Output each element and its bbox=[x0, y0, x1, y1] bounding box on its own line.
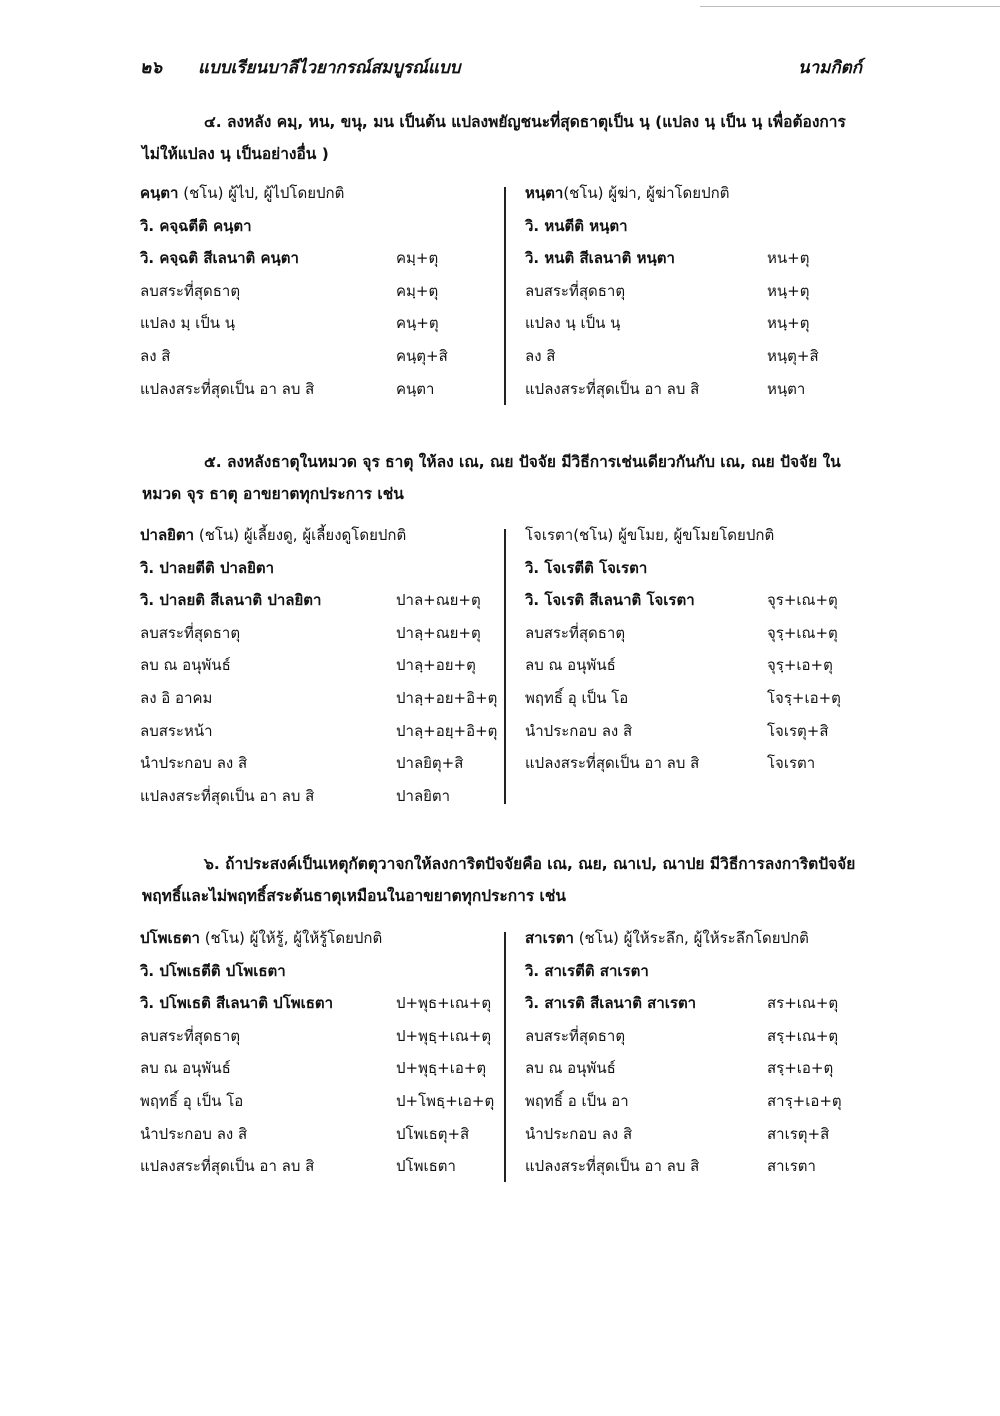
step-text: ลบสระที่สุดธาตุ bbox=[140, 281, 241, 300]
step-text: แปลงสระที่สุดเป็น อา ลบ สิ bbox=[525, 1157, 700, 1176]
vigraha-formula-row bbox=[140, 588, 510, 621]
formula: หนฺ+ตุ bbox=[767, 314, 810, 333]
derivation-step bbox=[140, 1154, 510, 1187]
step-text: ลบสระหน้า bbox=[140, 721, 213, 740]
example-headword bbox=[525, 523, 870, 556]
step-text: ลบ ณ อนุพันธ์ bbox=[525, 1059, 616, 1078]
step-text: ลบสระที่สุดธาตุ bbox=[525, 281, 626, 300]
formula: สรฺ+เอ+ตุ bbox=[767, 1059, 834, 1078]
derivation-step bbox=[525, 686, 870, 719]
step-text: พฤทธิ์ อุ เป็น โอ bbox=[140, 1091, 244, 1110]
formula: ปโพเธตุ+สิ bbox=[396, 1124, 470, 1143]
headword: คนฺตา bbox=[140, 184, 179, 202]
headword: สาเรตา bbox=[525, 929, 574, 947]
example-headword bbox=[525, 181, 870, 214]
step-text: พฤทธิ์ อุ เป็น โอ bbox=[525, 688, 629, 707]
step-text: ลบ ณ อนุพันธ์ bbox=[140, 656, 231, 675]
headword-gloss: (ชโน) ผู้ไป, ผู้ไปโดยปกติ bbox=[178, 184, 345, 202]
vigraha-sila: วิ. โจเรติ สีเลนาติ โจเรตา bbox=[525, 591, 695, 610]
vigraha-formula-row bbox=[525, 588, 870, 621]
example-headword bbox=[140, 926, 510, 959]
vigraha: วิ. หนตีติ หนฺตา bbox=[525, 216, 628, 235]
step-text: ลง อิ อาคม bbox=[140, 688, 213, 707]
formula: คนฺตุ+สิ bbox=[396, 346, 448, 365]
derivation-step bbox=[525, 621, 870, 654]
example-right bbox=[525, 181, 870, 409]
formula: ปาลฺ+อย+อิ+ตุ bbox=[396, 688, 498, 707]
derivation-step bbox=[140, 784, 510, 817]
page-header bbox=[140, 54, 862, 82]
vigraha-row bbox=[140, 556, 510, 589]
formula: ป+โพธฺ+เอ+ตุ bbox=[396, 1091, 495, 1110]
formula: โจเรตุ+สิ bbox=[767, 721, 829, 740]
headword: หนฺตา bbox=[525, 184, 564, 202]
vigraha: วิ. ปโพเธตีติ ปโพเธตา bbox=[140, 961, 286, 980]
formula: สรฺ+เณ+ตุ bbox=[767, 1026, 839, 1045]
derivation-step bbox=[525, 311, 870, 344]
formula: หน+ตุ bbox=[767, 249, 810, 268]
vigraha-formula-row bbox=[525, 991, 870, 1024]
top-rule bbox=[700, 6, 1000, 7]
headword-gloss: (ชโน) ผู้ขโมย, ผู้ขโมยโดยปกติ bbox=[573, 526, 775, 544]
derivation-step bbox=[140, 686, 510, 719]
derivation-step bbox=[525, 1056, 870, 1089]
step-text: แปลงสระที่สุดเป็น อา ลบ สิ bbox=[525, 379, 700, 398]
derivation-step bbox=[140, 1122, 510, 1155]
step-text: ลบ ณ อนุพันธ์ bbox=[140, 1059, 231, 1078]
vigraha: วิ. ปาลยตีติ ปาลยิตา bbox=[140, 558, 275, 577]
vigraha-formula-row bbox=[140, 246, 510, 279]
formula: คนฺ+ตุ bbox=[396, 314, 439, 333]
step-text: นำประกอบ ลง สิ bbox=[525, 1124, 633, 1143]
derivation-step bbox=[140, 311, 510, 344]
formula: สร+เณ+ตุ bbox=[767, 994, 839, 1013]
derivation-step bbox=[140, 621, 510, 654]
page-number: ๒๖ bbox=[140, 58, 162, 78]
step-text: แปลงสระที่สุดเป็น อา ลบ สิ bbox=[525, 754, 700, 773]
column-divider bbox=[504, 529, 506, 804]
formula: จุร+เณ+ตุ bbox=[767, 591, 838, 610]
headword-gloss: (ชโน) ผู้ให้ระลึก, ผู้ให้ระลึกโดยปกติ bbox=[573, 929, 809, 947]
formula: ป+พุธฺ+เอ+ตุ bbox=[396, 1059, 487, 1078]
derivation-step bbox=[140, 1056, 510, 1089]
vigraha: วิ. สาเรตีติ สาเรตา bbox=[525, 961, 649, 980]
derivation-step bbox=[525, 1122, 870, 1155]
vigraha-row bbox=[525, 214, 870, 247]
derivation-step bbox=[140, 653, 510, 686]
formula: ปาลฺ+อยฺ+อิ+ตุ bbox=[396, 721, 498, 740]
step-text: แปลง มฺ เป็น นฺ bbox=[140, 314, 236, 333]
rule-4-intro: ๔. ลงหลัง คมฺ, หน, ขนุ, มน เป็นต้น แปลงพยัญชนะที่สุดธาตุเป็น นฺ (แปลง นฺ เป็น นฺ เพื่อต้องการไม่ให้แปลง นฺ เป็นอย่างอื่น ) bbox=[142, 113, 846, 163]
column-divider bbox=[504, 187, 506, 405]
formula: หนฺ+ตุ bbox=[767, 281, 810, 300]
formula: ปโพเธตา bbox=[396, 1157, 456, 1176]
formula: สาเรตา bbox=[767, 1157, 816, 1176]
chapter-name: นามกิตก์ bbox=[798, 58, 862, 78]
example-left bbox=[140, 523, 510, 816]
vigraha: วิ. คจฺฉตีติ คนฺตา bbox=[140, 216, 252, 235]
headword: ปโพเธตา bbox=[140, 929, 200, 947]
vigraha-sila: วิ. ปาลยติ สีเลนาติ ปาลยิตา bbox=[140, 591, 322, 610]
formula: สาเรตุ+สิ bbox=[767, 1124, 830, 1143]
example-right bbox=[525, 926, 870, 1187]
formula: โจรฺ+เอ+ตุ bbox=[767, 688, 841, 707]
step-text: แปลงสระที่สุดเป็น อา ลบ สิ bbox=[140, 786, 315, 805]
vigraha: วิ. โจเรตีติ โจเรตา bbox=[525, 558, 648, 577]
derivation-step bbox=[140, 344, 510, 377]
formula: ปาลยิตุ+สิ bbox=[396, 754, 464, 773]
derivation-step bbox=[140, 1024, 510, 1057]
vigraha-sila: วิ. หนติ สีเลนาติ หนฺตา bbox=[525, 249, 675, 268]
derivation-step bbox=[525, 1089, 870, 1122]
formula: จุรฺ+เณ+ตุ bbox=[767, 623, 838, 642]
step-text: ลบสระที่สุดธาตุ bbox=[140, 1026, 241, 1045]
formula: คมฺ+ตุ bbox=[396, 249, 439, 268]
step-text: ลบสระที่สุดธาตุ bbox=[525, 623, 626, 642]
vigraha-row bbox=[525, 959, 870, 992]
example-right bbox=[525, 523, 870, 784]
step-text: ลบสระที่สุดธาตุ bbox=[140, 623, 241, 642]
formula: สารฺ+เอ+ตุ bbox=[767, 1091, 842, 1110]
derivation-step bbox=[140, 279, 510, 312]
headword-gloss: (ชโน) ผู้ฆ่า, ผู้ฆ่าโดยปกติ bbox=[563, 184, 730, 202]
vigraha-formula-row bbox=[525, 246, 870, 279]
derivation-step bbox=[525, 1154, 870, 1187]
example-left bbox=[140, 181, 510, 409]
vigraha-sila: วิ. คจฺฉติ สีเลนาติ คนฺตา bbox=[140, 249, 299, 268]
rule-6-intro: ๖. ถ้าประสงค์เป็นเหตุกัตตุวาจกให้ลงการิตปัจจัยคือ เณ, ณย, ณาเป, ณาปย มีวิธีการลงการิตปัจจัย พฤทธิ์และไม่พฤทธิ์สระต้นธาตุเหมือนในอาขยาตทุกประการ เช่น bbox=[142, 855, 856, 905]
vigraha-sila: วิ. ปโพเธติ สีเลนาติ ปโพเธตา bbox=[140, 994, 334, 1013]
formula: ปาลฺ+อย+ตุ bbox=[396, 656, 476, 675]
formula: หนฺตา bbox=[767, 379, 806, 398]
derivation-step bbox=[140, 751, 510, 784]
step-text: ลบสระที่สุดธาตุ bbox=[525, 1026, 626, 1045]
vigraha-row bbox=[140, 214, 510, 247]
step-text: แปลงสระที่สุดเป็น อา ลบ สิ bbox=[140, 379, 315, 398]
step-text: นำประกอบ ลง สิ bbox=[525, 721, 633, 740]
derivation-step bbox=[140, 719, 510, 752]
formula: ปาล+ณย+ตุ bbox=[396, 591, 481, 610]
derivation-step bbox=[525, 751, 870, 784]
vigraha-formula-row bbox=[140, 991, 510, 1024]
headword: ปาลยิตา bbox=[140, 526, 195, 544]
derivation-step bbox=[525, 279, 870, 312]
headword-gloss: (ชโน) ผู้ให้รู้, ผู้ให้รู้โดยปกติ bbox=[199, 929, 383, 947]
derivation-step bbox=[140, 377, 510, 410]
derivation-step bbox=[525, 653, 870, 686]
rule-5-intro: ๕. ลงหลังธาตุในหมวด จุร ธาตุ ให้ลง เณ, ณย ปัจจัย มีวิธีการเช่นเดียวกันกับ เณ, ณย ปัจจัย ในหมวด จุร ธาตุ อาขยาตทุกประการ เช่น bbox=[142, 453, 841, 503]
derivation-step bbox=[525, 344, 870, 377]
step-text: แปลงสระที่สุดเป็น อา ลบ สิ bbox=[140, 1157, 315, 1176]
formula: หนฺตุ+สิ bbox=[767, 346, 819, 365]
example-left bbox=[140, 926, 510, 1187]
step-text: นำประกอบ ลง สิ bbox=[140, 1124, 248, 1143]
formula: ปาลยิตา bbox=[396, 786, 451, 805]
formula: คมฺ+ตุ bbox=[396, 281, 439, 300]
vigraha-row bbox=[140, 959, 510, 992]
step-text: ลบ ณ อนุพันธ์ bbox=[525, 656, 616, 675]
step-text: พฤทธิ์ อ เป็น อา bbox=[525, 1091, 629, 1110]
example-headword bbox=[140, 181, 510, 214]
formula: ปาลฺ+ณย+ตุ bbox=[396, 623, 481, 642]
book-title: แบบเรียนบาลีไวยากรณ์สมบูรณ์แบบ bbox=[198, 58, 461, 78]
formula: ป+พุธฺ+เณ+ตุ bbox=[396, 1026, 492, 1045]
step-text: ลง สิ bbox=[140, 346, 171, 365]
derivation-step bbox=[140, 1089, 510, 1122]
derivation-step bbox=[525, 377, 870, 410]
derivation-step bbox=[525, 719, 870, 752]
step-text: แปลง นฺ เป็น นฺ bbox=[525, 314, 621, 333]
headword-gloss: (ชโน) ผู้เลี้ยงดู, ผู้เลี้ยงดูโดยปกติ bbox=[194, 526, 407, 544]
step-text: นำประกอบ ลง สิ bbox=[140, 754, 248, 773]
formula: โจเรตา bbox=[767, 754, 816, 773]
formula: คนฺตา bbox=[396, 379, 435, 398]
formula: จุรฺ+เอ+ตุ bbox=[767, 656, 833, 675]
step-text: ลง สิ bbox=[525, 346, 556, 365]
vigraha-sila: วิ. สาเรติ สีเลนาติ สาเรตา bbox=[525, 994, 697, 1013]
derivation-step bbox=[525, 1024, 870, 1057]
vigraha-row bbox=[525, 556, 870, 589]
headword: โจเรตา bbox=[525, 526, 574, 544]
formula: ป+พุธ+เณ+ตุ bbox=[396, 994, 492, 1013]
example-headword bbox=[140, 523, 510, 556]
column-divider bbox=[504, 932, 506, 1182]
example-headword bbox=[525, 926, 870, 959]
